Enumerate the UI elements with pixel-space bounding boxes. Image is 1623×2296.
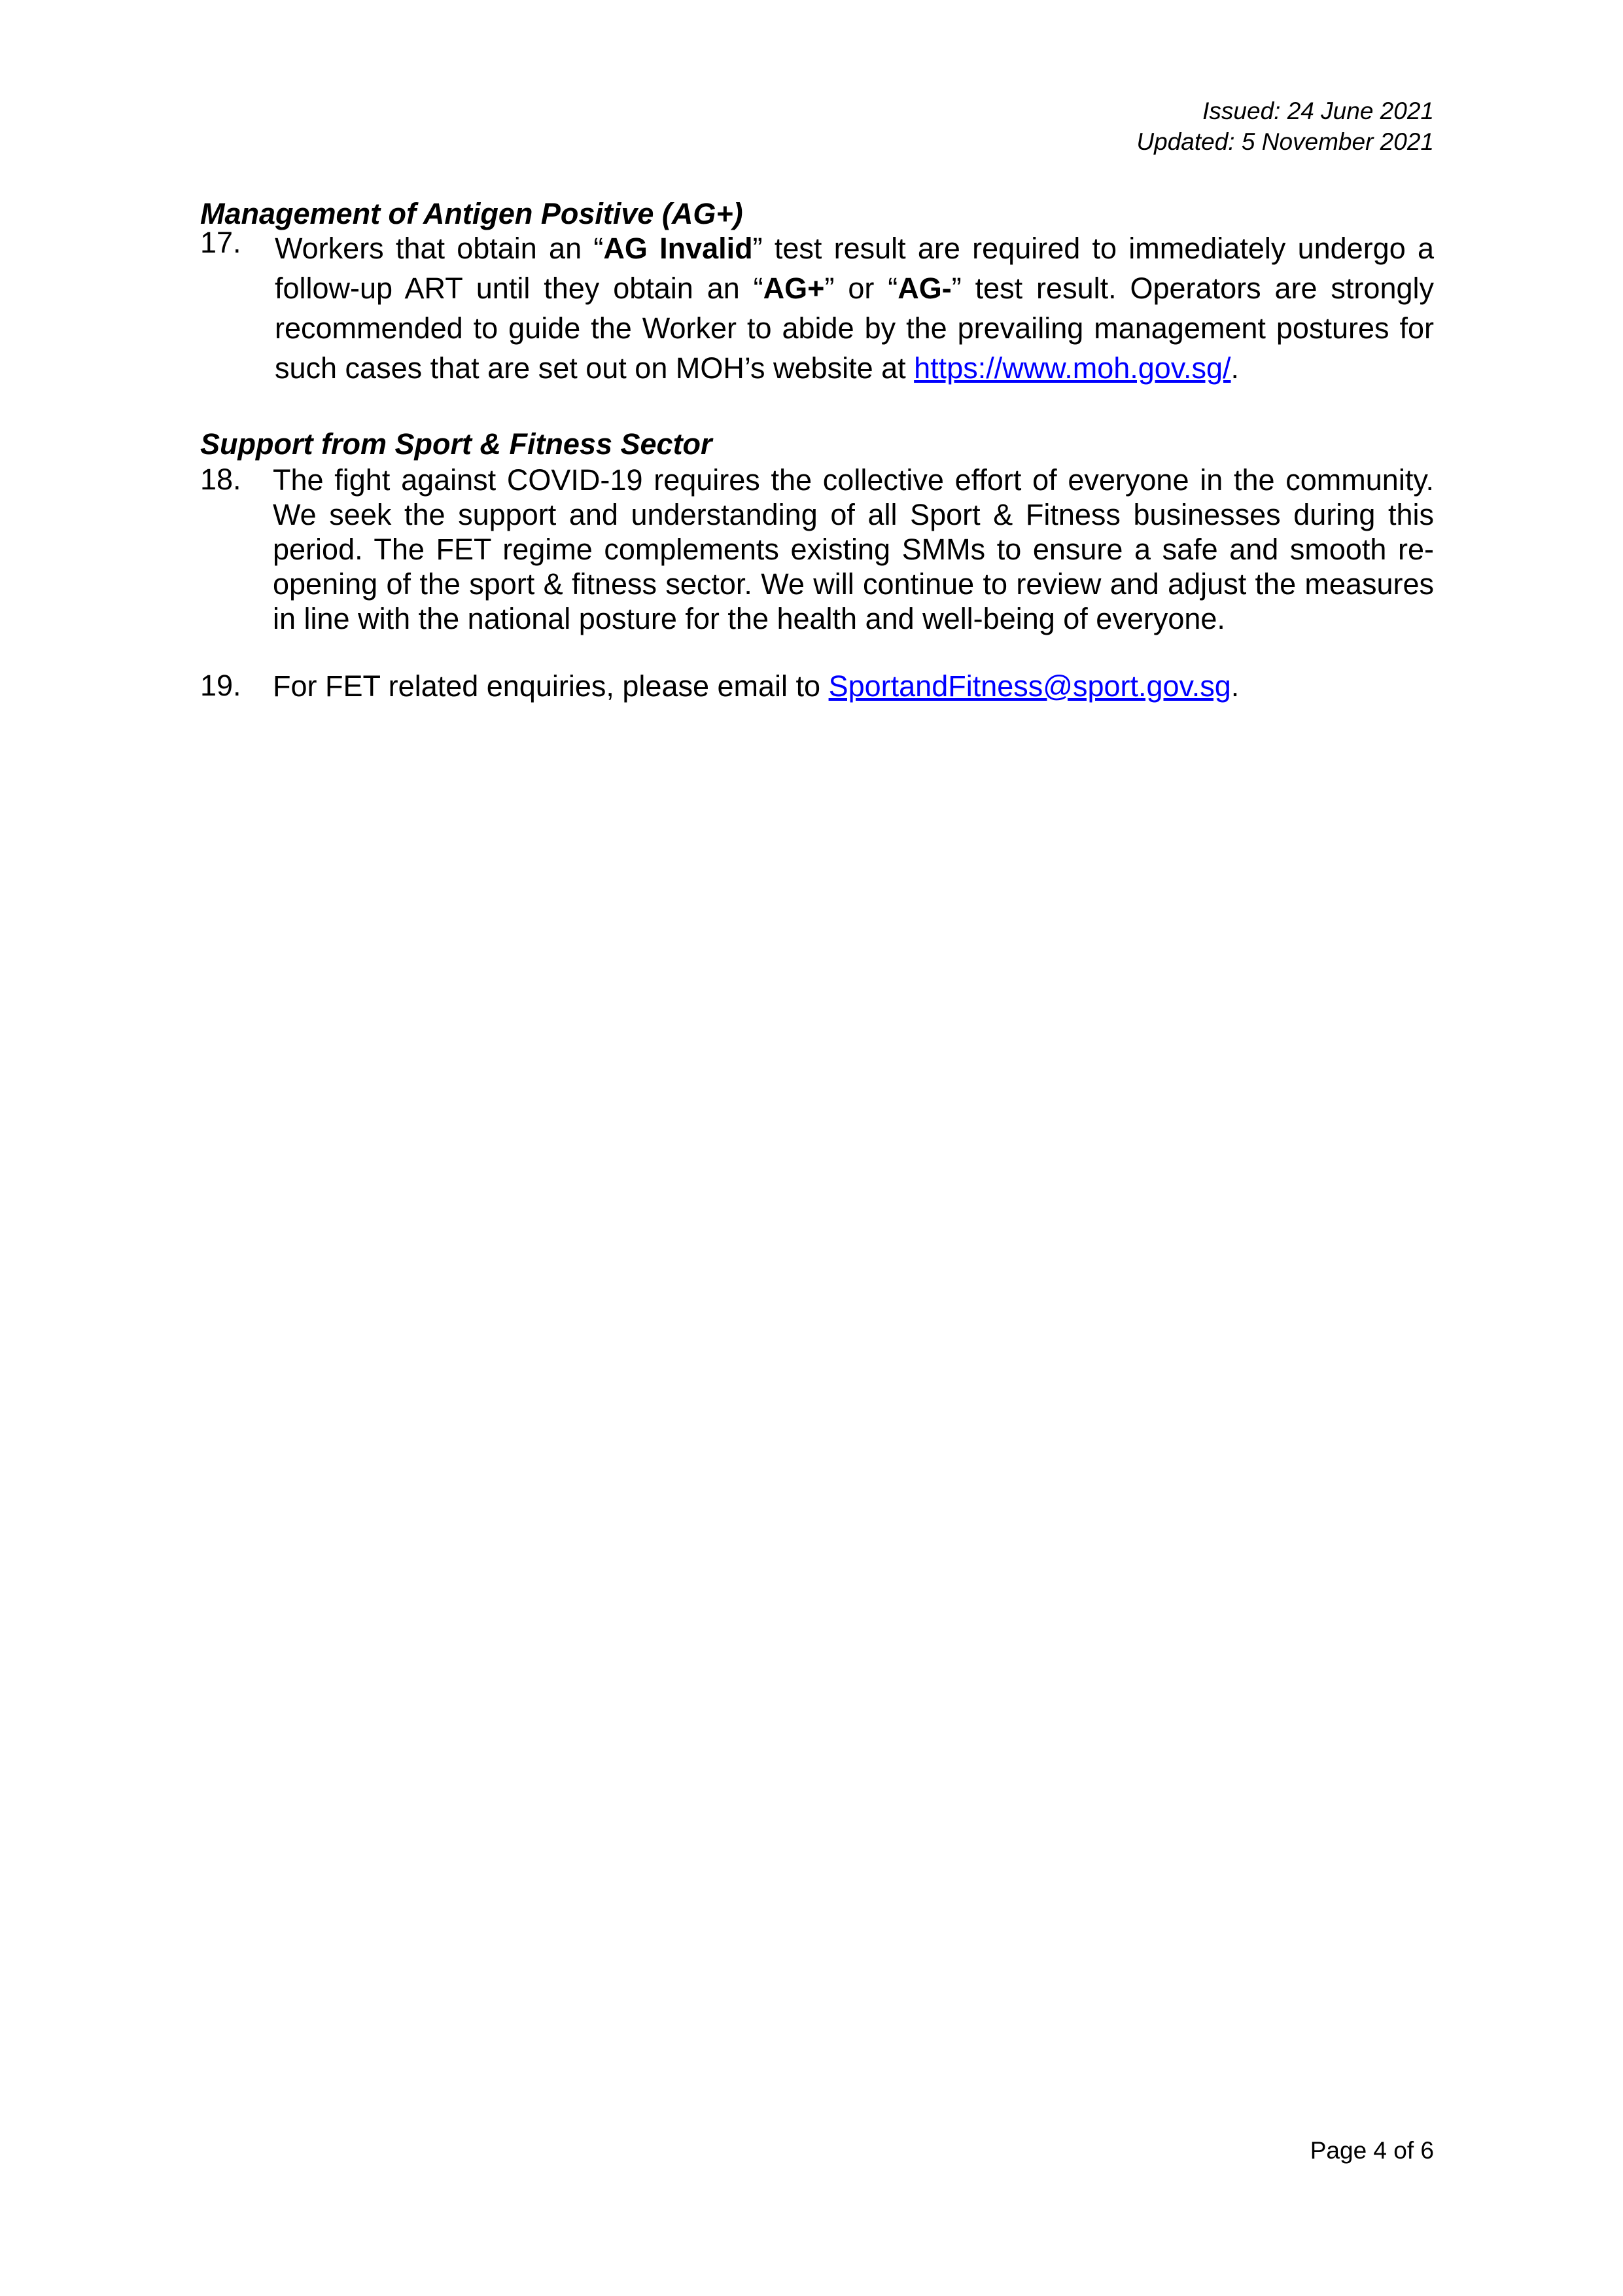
paragraph-19 <box>200 669 1434 703</box>
issued-date: Issued: 24 June 2021 <box>1202 97 1434 124</box>
paragraph-text: The fight against COVID-19 requires the collective effort of everyone in the community. We seek the support and understanding of all Sport & Fitness businesses during this period. The FET regime complements existing SMMs to ensure a safe and smooth re-opening of the sport & fitness sector. We will continue to review and adjust the measures in line with the national posture for the health and well-being of everyone. <box>273 463 1434 635</box>
moh-website-link[interactable]: https://www.moh.gov.sg/ <box>914 351 1231 385</box>
updated-date: Updated: 5 November 2021 <box>1136 128 1434 155</box>
paragraph-number: 19. <box>200 669 241 702</box>
page-number: Page 4 of 6 <box>1310 2137 1434 2164</box>
section-heading-management: Management of Antigen Positive (AG+) <box>200 197 743 230</box>
document-header <box>1136 96 1434 157</box>
section-heading-support: Support from Sport & Fitness Sector <box>200 427 712 461</box>
paragraph-text: For FET related enquiries, please email to SportandFitness@sport.gov.sg. <box>273 669 1240 703</box>
paragraph-number: 18. <box>200 463 241 496</box>
paragraph-17 <box>200 228 1434 388</box>
email-link[interactable]: SportandFitness@sport.gov.sg <box>828 669 1231 703</box>
paragraph-number: 17. <box>200 226 241 259</box>
paragraph-text: Workers that obtain an “AG Invalid” test result are required to immediately undergo a follow-up ART until they obtain an “AG+” or “AG-” test result. Operators are strongly recommended to guide the Worker to abide by the prevailing management postures for such cases that are set out on MOH’s website at https://www.moh.gov.sg/. <box>275 232 1434 385</box>
paragraph-18 <box>200 463 1434 636</box>
